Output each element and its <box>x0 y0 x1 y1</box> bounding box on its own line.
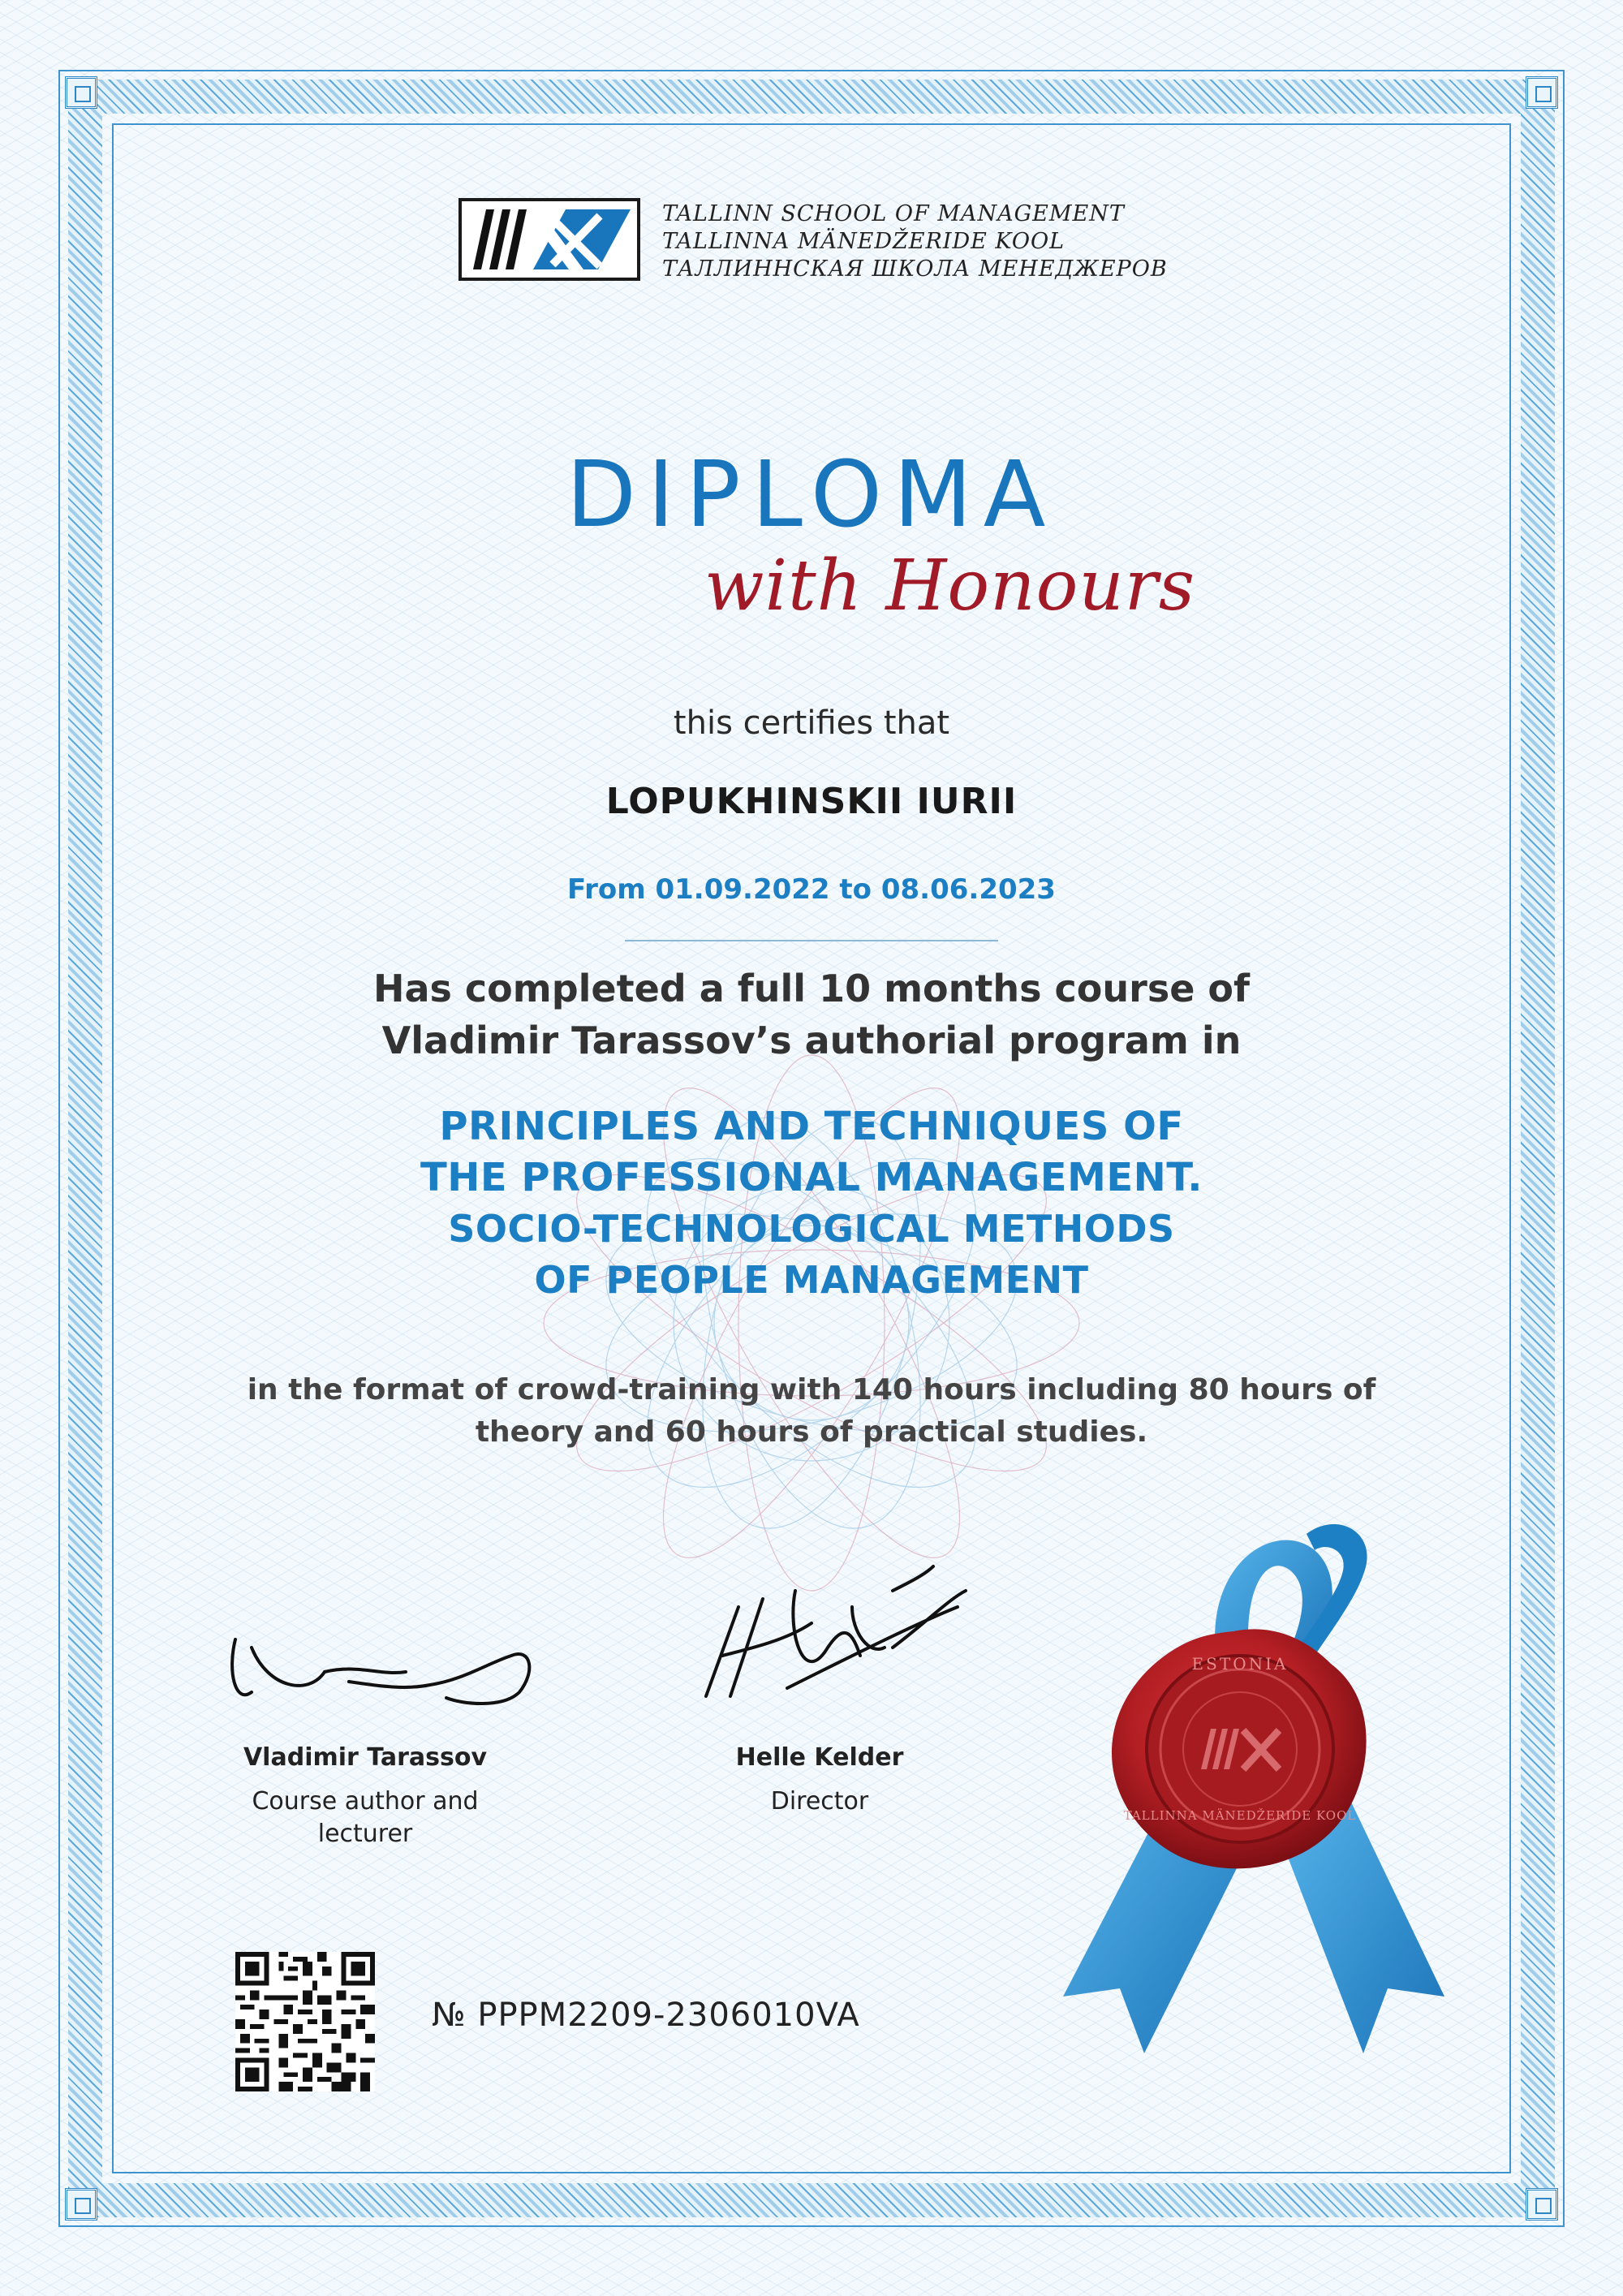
program-line: THE PROFESSIONAL MANAGEMENT. <box>420 1155 1203 1200</box>
corner-ornament <box>1526 76 1558 109</box>
signatory-role-line: Course author and <box>252 1787 479 1816</box>
signatory-role <box>203 1786 527 1850</box>
school-name-et: TALLINNA MÄNEDŽERIDE KOOL <box>662 229 1065 254</box>
signature-tarassov <box>219 1615 552 1721</box>
recipient-name: LOPUKHINSKII IURII <box>605 781 1018 822</box>
program-line: SOCIO-TECHNOLOGICAL METHODS <box>448 1207 1175 1251</box>
document-number: № PPPM2209-2306010VA <box>432 1997 860 2034</box>
program-line: OF PEOPLE MANAGEMENT <box>534 1258 1089 1302</box>
certifies-text: this certifies that <box>673 704 950 742</box>
completion-line: Vladimir Tarassov’s authorial program in <box>381 1019 1242 1062</box>
signatory-role: Director <box>770 1787 869 1816</box>
completion-line: Has completed a full 10 months course of <box>372 967 1251 1010</box>
divider <box>625 940 998 941</box>
school-logo <box>458 198 640 281</box>
qr-code <box>235 1952 375 2091</box>
signatory-role-line: lecturer <box>317 1820 413 1848</box>
signatory-name: Vladimir Tarassov <box>243 1743 488 1772</box>
format-line: theory and 60 hours of practical studies. <box>475 1415 1148 1449</box>
diploma-title: DIPLOMA <box>566 442 1057 548</box>
course-format <box>0 1369 1623 1454</box>
study-period: From 01.09.2022 to 08.06.2023 <box>567 873 1056 906</box>
school-name-en: TALLINN SCHOOL OF MANAGEMENT <box>662 201 1125 226</box>
seal-ring-text: TALLINNA MÄNEDŽERIDE KOOL <box>1123 1808 1357 1823</box>
program-title <box>0 1101 1623 1306</box>
honours-subtitle: with Honours <box>704 545 1195 627</box>
signature-kelder <box>690 1558 974 1712</box>
format-line: in the format of crowd-training with 140 hours including 80 hours of <box>247 1373 1376 1406</box>
corner-ornament <box>65 2188 97 2221</box>
completion-statement <box>0 963 1623 1066</box>
corner-ornament <box>1526 2188 1558 2221</box>
wax-seal <box>1006 1501 1461 2070</box>
corner-ornament <box>65 76 97 109</box>
program-line: PRINCIPLES AND TECHNIQUES OF <box>439 1104 1184 1149</box>
signatory-name: Helle Kelder <box>735 1743 904 1772</box>
logo-mark-icon <box>462 201 637 278</box>
school-name-ru: ТАЛЛИННСКАЯ ШКОЛА МЕНЕДЖЕРОВ <box>662 256 1168 282</box>
seal-top-text: ESTONIA <box>1191 1654 1289 1674</box>
